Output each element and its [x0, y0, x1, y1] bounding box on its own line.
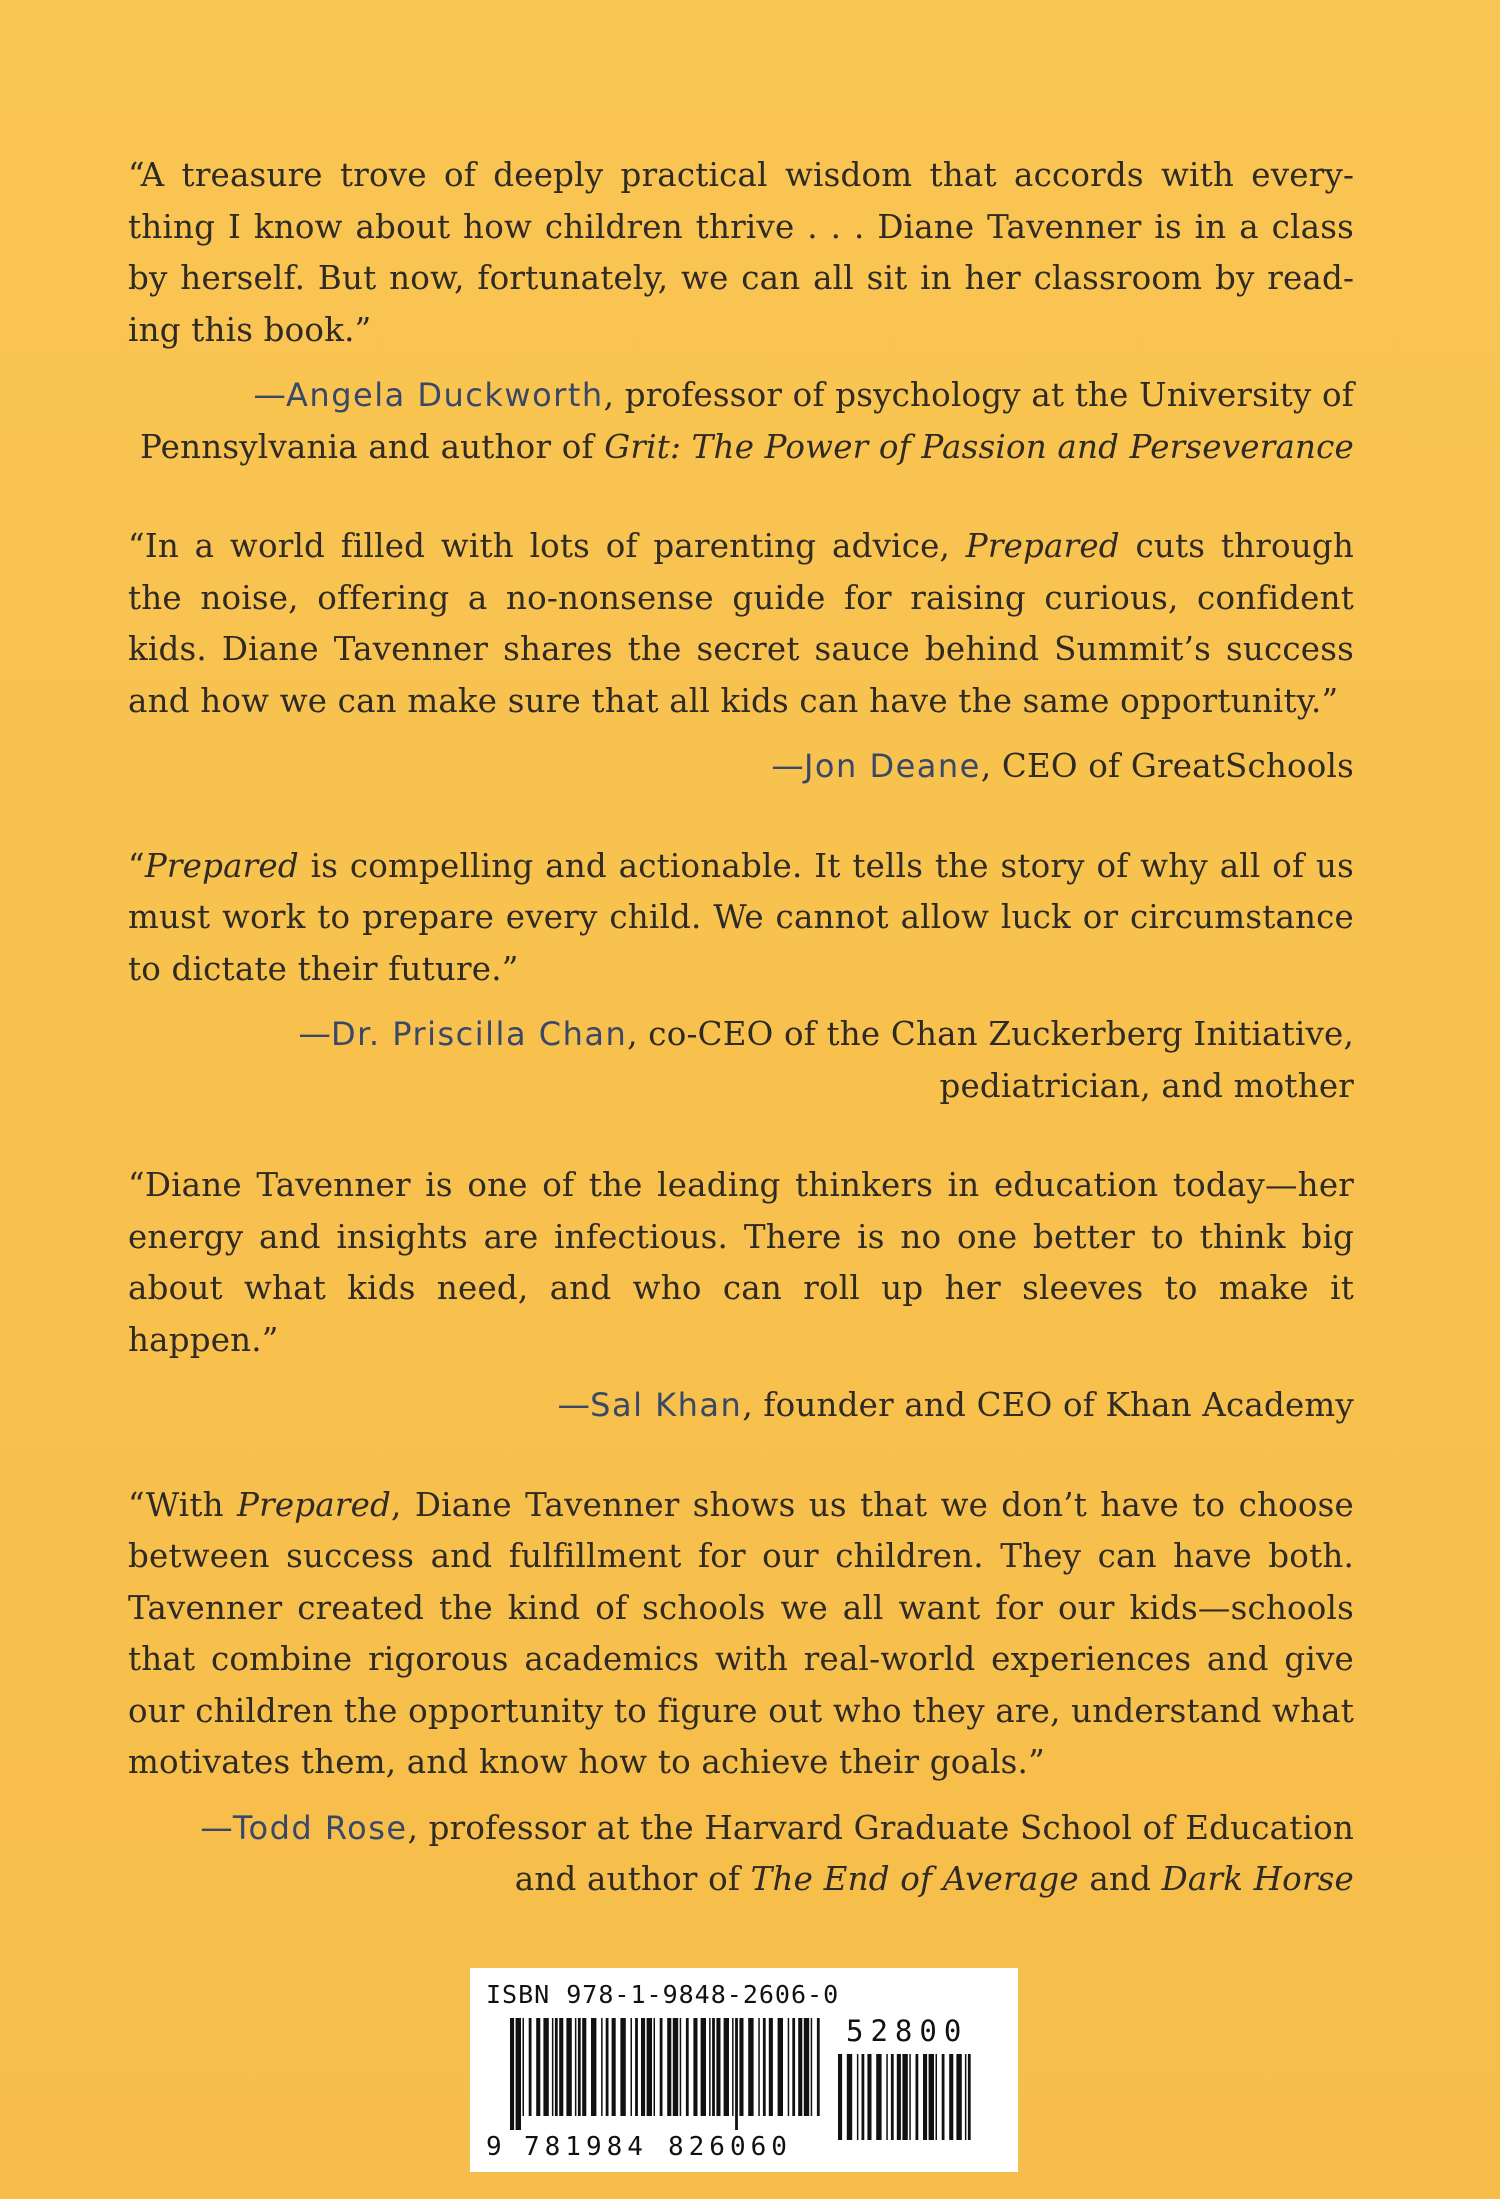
- barcode-bar: [591, 2018, 596, 2116]
- barcode-bar: [555, 2018, 558, 2116]
- author-credentials: , founder and CEO of Khan Academy: [742, 1386, 1354, 1424]
- isbn-barcode-label: [470, 1968, 1018, 2172]
- barcode-bar: [559, 2018, 563, 2116]
- barcode-bar: [798, 2018, 802, 2116]
- blurb-attribution: [128, 1380, 1354, 1432]
- barcode-bar: [566, 2018, 571, 2116]
- barcode-digits-left: 781984: [524, 2132, 648, 2162]
- book-title-italic: The End of Average: [750, 1860, 1079, 1898]
- barcode-bar: [788, 2018, 790, 2116]
- isbn-number: ISBN 978-1-9848-2606-0: [486, 1980, 840, 2009]
- barcode-bar: [647, 2018, 652, 2116]
- barcode-bar: [857, 2054, 859, 2140]
- barcode-bar: [667, 2018, 671, 2116]
- em-dash: —: [298, 1015, 332, 1053]
- barcode-bar: [804, 2018, 809, 2116]
- quote-text: “: [128, 846, 145, 885]
- barcode-bar: [601, 2018, 603, 2116]
- barcode-bar: [716, 2018, 720, 2116]
- barcode-bar: [923, 2054, 927, 2140]
- barcode-bar: [631, 2018, 633, 2116]
- barcode-bar: [693, 2018, 697, 2116]
- barcode-bar: [792, 2018, 795, 2116]
- barcode-bar: [635, 2018, 638, 2116]
- barcode-bar: [673, 2018, 678, 2116]
- barcode-bar: [536, 2018, 540, 2116]
- barcode-bar: [763, 2018, 766, 2116]
- barcode-bar: [654, 2018, 656, 2116]
- barcode-bar: [956, 2054, 961, 2140]
- author-name: Dr. Priscilla Chan: [331, 1015, 628, 1053]
- blurb-quote: [128, 521, 1354, 727]
- ean-barcode: [510, 2018, 825, 2130]
- blurb-quote: [128, 841, 1354, 996]
- barcode-bar: [862, 2054, 865, 2140]
- barcode-bar: [916, 2054, 919, 2140]
- blurb-attribution: [128, 741, 1354, 793]
- barcode-bar: [680, 2018, 682, 2116]
- quote-text: “Diane Tavenner is one of the leading thinkers in education today—her energy and insights are infectious. There is no one better to think big about what kids need, and who can roll up her sleeves to make it happen.”: [128, 1166, 1354, 1359]
- author-name: Todd Rose: [232, 1808, 408, 1847]
- price-addon-barcode: [838, 2054, 974, 2154]
- em-dash: —: [200, 1808, 233, 1847]
- barcode-bar: [847, 2054, 852, 2140]
- barcode-bar: [811, 2018, 813, 2116]
- barcode-bar: [612, 2018, 616, 2116]
- barcode-bar: [942, 2054, 945, 2140]
- blurb-quote: [128, 1480, 1354, 1789]
- author-credentials: , professor of psychology at the University of Pennsylvania and author of: [140, 376, 1354, 466]
- quote-title-italic: Prepared: [965, 527, 1120, 565]
- blurb-4: [128, 1160, 1354, 1432]
- author-credentials: , co-CEO of the Chan Zuckerberg Initiative, pediatrician, and mother: [627, 1015, 1354, 1105]
- blurb-attribution: [128, 370, 1354, 473]
- barcode-bar: [758, 2018, 760, 2116]
- barcode-bar: [968, 2054, 971, 2140]
- author-credentials: , CEO of GreatSchools: [980, 747, 1354, 785]
- barcode-bar: [686, 2018, 689, 2116]
- barcode-bar: [641, 2018, 645, 2116]
- barcode-bar: [936, 2054, 938, 2140]
- quote-text: , Diane Tavenner shows us that we don’t have to choose between success and fulfillment for our children. They can have both. Tavenner created the kind of schools we all want for our kids—schools that combine rigorous academics with real-world experiences and give our children the opportunity to figure out who they are, understand what motivates them, and know how to achieve their goals.”: [128, 1485, 1354, 1781]
- barcode-bar: [724, 2018, 729, 2116]
- barcode-bar: [582, 2018, 586, 2116]
- barcode-bar: [949, 2054, 953, 2140]
- barcode-bar: [575, 2018, 577, 2116]
- barcode-bar: [701, 2018, 706, 2116]
- blurb-1: [128, 150, 1354, 473]
- barcode-bar: [578, 2018, 581, 2116]
- author-credentials: and: [1078, 1860, 1162, 1898]
- barcode-bar: [739, 2018, 743, 2116]
- barcode-bar: [929, 2054, 934, 2140]
- quote-text: cuts through the noise, offering a no-nonsense guide for raising curious, confident kids. Diane Tavenner shares the secret sauce behind Summit’s success and how we can make sure that all kids can have the same opportunity.”: [128, 527, 1354, 720]
- barcode-bar: [886, 2054, 888, 2140]
- barcode-bar: [543, 2018, 548, 2116]
- barcode-digits-right: 826060: [668, 2132, 792, 2162]
- barcode-bar: [510, 2018, 514, 2130]
- barcode-bar: [748, 2018, 753, 2116]
- barcode-bar: [891, 2054, 894, 2140]
- author-name: Angela Duckworth: [286, 376, 604, 414]
- em-dash: —: [557, 1386, 591, 1424]
- blurb-quote: [128, 1160, 1354, 1366]
- blurb-quote: [128, 150, 1354, 356]
- barcode-bar: [712, 2018, 715, 2116]
- barcode-digit-first: 9: [486, 2132, 502, 2162]
- barcode-bar: [897, 2054, 901, 2140]
- barcode-bar: [867, 2054, 871, 2140]
- barcode-bar: [552, 2018, 554, 2116]
- blurb-list: [128, 150, 1354, 1954]
- quote-title-italic: Prepared: [144, 846, 299, 885]
- barcode-bar: [620, 2018, 625, 2116]
- barcode-bar: [660, 2018, 663, 2116]
- quote-text: “In a world filled with lots of parenting advice,: [128, 527, 966, 565]
- book-title-italic: Dark Horse: [1161, 1860, 1354, 1898]
- barcode-bar: [817, 2018, 820, 2116]
- barcode-bar: [902, 2054, 907, 2140]
- em-dash: —: [253, 376, 287, 414]
- barcode-bar: [606, 2018, 609, 2116]
- barcode-bar: [732, 2018, 734, 2116]
- barcode-bar: [516, 2018, 521, 2130]
- author-name: Jon Deane: [803, 747, 981, 785]
- barcode-bar: [965, 2054, 967, 2140]
- quote-text: “With: [128, 1485, 238, 1524]
- blurb-5: [128, 1480, 1354, 1906]
- author-credentials: , professor at the Harvard Graduate School of Education and author of: [407, 1808, 1354, 1898]
- book-title-italic: Grit: The Power of Passion and Perseverance: [604, 427, 1354, 466]
- quote-title-italic: Prepared: [237, 1485, 392, 1524]
- blurb-attribution: [128, 1009, 1354, 1112]
- barcode-bar: [876, 2054, 881, 2140]
- barcode-bar: [735, 2018, 738, 2130]
- barcode-bar: [523, 2018, 525, 2116]
- barcode-bar: [769, 2018, 773, 2116]
- quote-text: “A treasure trove of deeply practical wisdom that accords with everything I know about how children thrive . . . Diane Tavenner is in a class by herself. But now, fortunately, we can all sit in her classroom by reading this book.”: [128, 156, 1354, 349]
- barcode-bar: [529, 2018, 532, 2116]
- em-dash: —: [771, 747, 804, 785]
- blurb-attribution: [128, 1803, 1354, 1906]
- author-name: Sal Khan: [590, 1386, 743, 1424]
- barcode-bar: [778, 2018, 783, 2116]
- blurb-2: [128, 521, 1354, 793]
- quote-text: is compelling and actionable. It tells the story of why all of us must work to prepare every child. We cannot allow luck or circumstance to dictate their future.”: [128, 846, 1354, 988]
- price-code: 52800: [846, 2014, 969, 2048]
- barcode-bar: [909, 2054, 911, 2140]
- barcode-bar: [838, 2054, 842, 2140]
- barcode-bar: [709, 2018, 711, 2116]
- blurb-3: [128, 841, 1354, 1113]
